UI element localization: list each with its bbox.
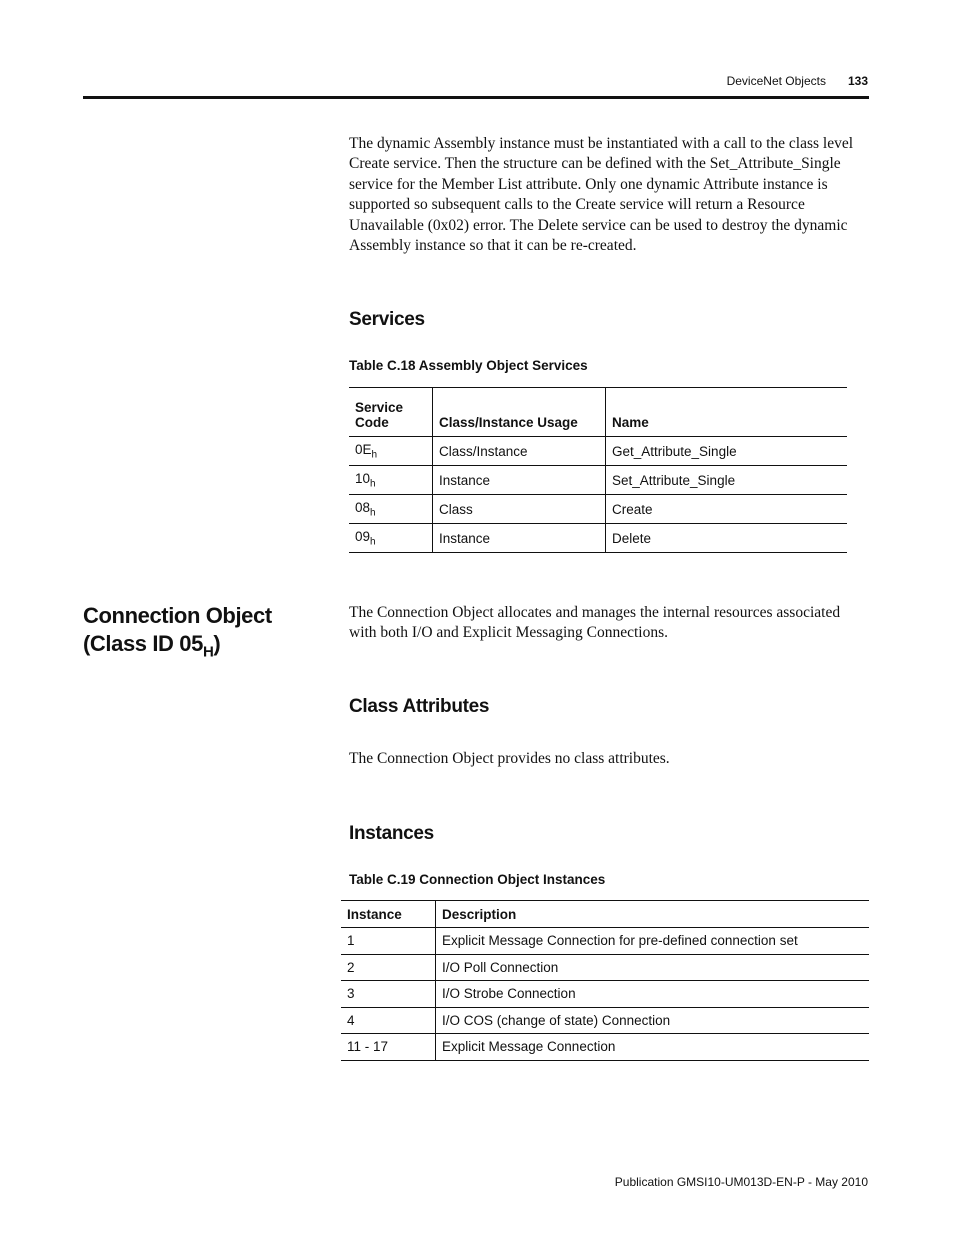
name-cell: Delete xyxy=(606,524,848,553)
description-cell: Explicit Message Connection for pre-defined connection set xyxy=(436,928,870,955)
name-cell: Get_Attribute_Single xyxy=(606,437,848,466)
instance-cell: 2 xyxy=(341,954,436,981)
column-header-description: Description xyxy=(436,901,870,928)
description-cell: I/O Poll Connection xyxy=(436,954,870,981)
table-row xyxy=(341,1007,869,1034)
services-table xyxy=(349,387,847,553)
table-row xyxy=(341,928,869,955)
services-table-caption: Table C.18 Assembly Object Services xyxy=(349,358,588,373)
column-header-service-code: Service Code xyxy=(349,388,433,437)
class-attributes-heading: Class Attributes xyxy=(349,696,490,717)
class-attributes-paragraph: The Connection Object provides no class attributes. xyxy=(349,750,670,767)
intro-paragraph: The dynamic Assembly instance must be instantiated with a call to the class level Create service. Then the structure can be defined with the Set_Attribute_Single service for the Member List attribute. Only one dynamic Attribute instance is supported so subsequent calls to the Create service will return a Resource Unavailable (0x02) error. The Delete service can be used to destroy the dynamic Assembly instance so that it can be re-created. xyxy=(349,135,854,255)
page-header xyxy=(727,74,868,88)
description-cell: Explicit Message Connection xyxy=(436,1034,870,1061)
service-code-cell: $0E_h$ xyxy=(349,437,433,466)
usage-cell: Class xyxy=(433,495,606,524)
instance-cell: 4 xyxy=(341,1007,436,1034)
service-code-cell: $09_h$ xyxy=(349,524,433,553)
header-rule xyxy=(83,96,869,99)
table-row xyxy=(341,954,869,981)
instances-table xyxy=(341,900,869,1061)
name-cell: Create xyxy=(606,495,848,524)
instances-table-caption: Table C.19 Connection Object Instances xyxy=(349,872,606,887)
instance-cell: 11 - 17 xyxy=(341,1034,436,1061)
table-row xyxy=(349,466,847,495)
usage-cell: Instance xyxy=(433,466,606,495)
table-row xyxy=(341,981,869,1008)
instances-heading: Instances xyxy=(349,823,434,844)
connection-object-title: Connection Object (Class ID $05_H$) xyxy=(83,603,272,661)
table-row xyxy=(349,524,847,553)
column-header-usage: Class/Instance Usage xyxy=(433,388,606,437)
instance-cell: 3 xyxy=(341,981,436,1008)
table-row xyxy=(349,437,847,466)
table-row xyxy=(349,495,847,524)
table-row xyxy=(341,1034,869,1061)
description-cell: I/O COS (change of state) Connection xyxy=(436,1007,870,1034)
service-code-cell: $08_h$ xyxy=(349,495,433,524)
service-code-cell: $10_h$ xyxy=(349,466,433,495)
header-section-title: DeviceNet Objects xyxy=(726,74,826,88)
column-header-name: Name xyxy=(606,388,848,437)
connection-object-paragraph: The Connection Object allocates and manages the internal resources associated with both I/O and Explicit Messaging Connections. xyxy=(349,604,841,642)
page-number: 133 xyxy=(847,74,868,88)
usage-cell: Class/Instance xyxy=(433,437,606,466)
description-cell: I/O Strobe Connection xyxy=(436,981,870,1008)
instance-cell: 1 xyxy=(341,928,436,955)
services-heading: Services xyxy=(349,309,425,330)
column-header-instance: Instance xyxy=(341,901,436,928)
page-footer: Publication GMSI10-UM013D-EN-P - May 2010 xyxy=(614,1175,868,1189)
usage-cell: Instance xyxy=(433,524,606,553)
table-header-row xyxy=(341,901,869,928)
name-cell: Set_Attribute_Single xyxy=(606,466,848,495)
table-header-row xyxy=(349,388,847,437)
